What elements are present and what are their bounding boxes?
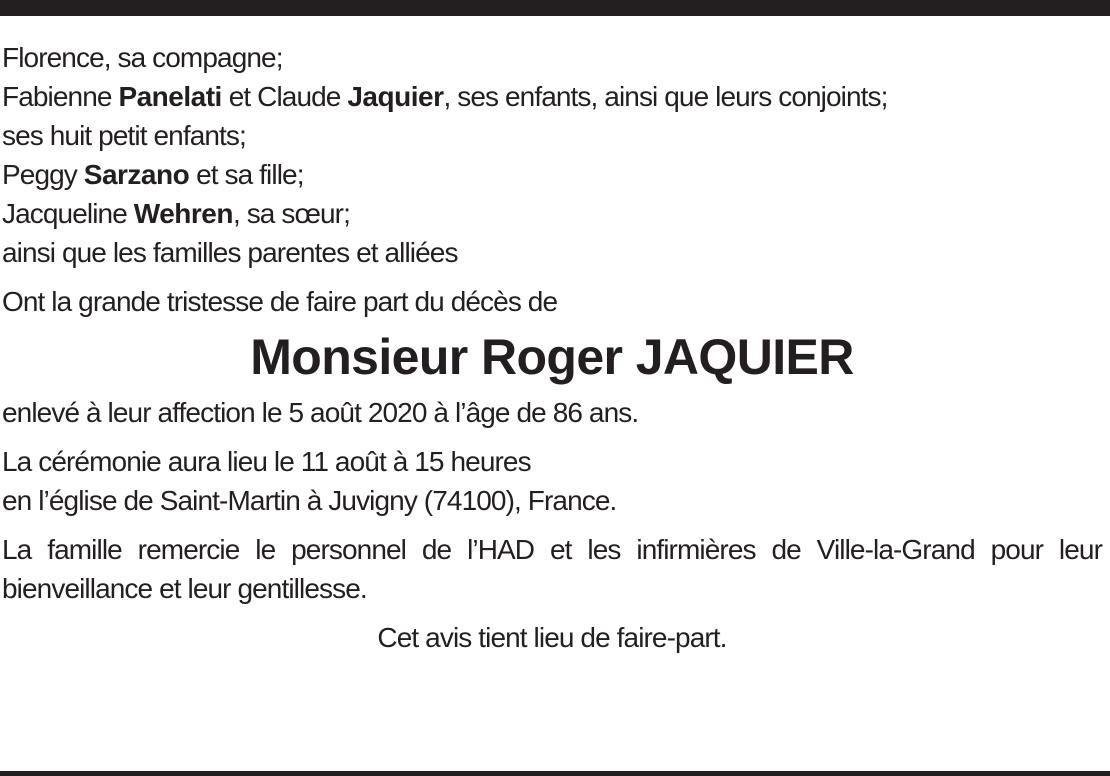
deceased-name: Monsieur Roger JAQUIER [250, 329, 854, 385]
text-fragment: Jacqueline [2, 198, 134, 229]
family-line-relatives: ainsi que les familles parentes et alliées [2, 237, 458, 268]
ceremony-line-location: en l’église de Saint-Martin à Juvigny (74100), France. [2, 485, 617, 516]
announcement-text: Ont la grande tristesse de faire part du décès de [2, 286, 558, 317]
bottom-border-rule [0, 771, 1110, 776]
obituary-notice [2, 38, 1102, 657]
family-line-grandchildren: ses huit petit enfants; [2, 120, 246, 151]
top-border-rule [0, 0, 1110, 16]
text-fragment: et Claude [221, 81, 348, 112]
thanks-text: La famille remercie le personnel de l’HAD et les infirmières de Ville-la-Grand pour leur bienveillance et leur gentillesse. [2, 534, 1102, 604]
family-line-children [2, 77, 1102, 116]
text-fragment: , sa sœur; [232, 198, 350, 229]
death-info: enlevé à leur affection le 5 août 2020 à l’âge de 86 ans. [2, 397, 639, 428]
family-line-companion: Florence, sa compagne; [2, 42, 283, 73]
family-line-peggy [2, 155, 1102, 194]
text-fragment: Peggy [2, 159, 84, 190]
text-fragment: Fabienne [2, 81, 119, 112]
spacer [2, 432, 1102, 442]
surname-jaquier: Jaquier [347, 81, 444, 112]
spacer [2, 520, 1102, 530]
ceremony-info [2, 442, 1102, 520]
family-list [2, 38, 1102, 272]
family-line-sister [2, 194, 1102, 233]
text-fragment: et sa fille; [189, 159, 304, 190]
spacer [2, 272, 1102, 282]
text-fragment: , ses enfants, ainsi que leurs conjoints; [443, 81, 888, 112]
closing-text: Cet avis tient lieu de faire-part. [377, 622, 727, 653]
ceremony-line-date: La cérémonie aura lieu le 11 août à 15 heures [2, 446, 531, 477]
spacer [2, 608, 1102, 618]
surname-sarzano: Sarzano [83, 159, 190, 190]
surname-wehren: Wehren [133, 198, 233, 229]
surname-panelati: Panelati [118, 81, 222, 112]
